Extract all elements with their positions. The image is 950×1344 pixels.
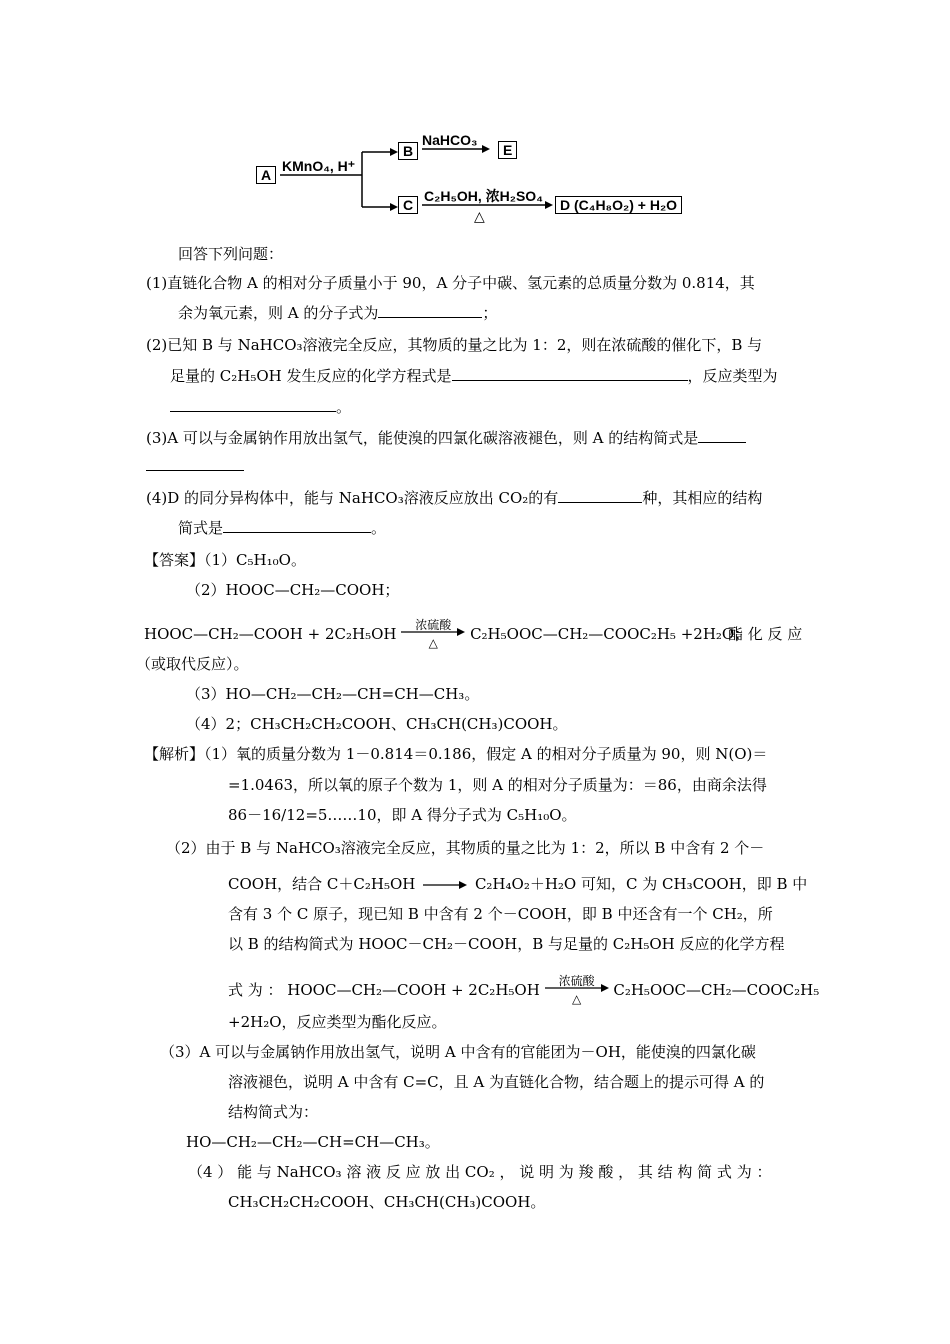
answer-line2: （2）HOOC—CH₂—COOH； [186,581,400,599]
analysis-p4-line2: CH₃CH₂CH₂COOH、CH₃CH(CH₃)COOH。 [228,1193,546,1211]
q4-line1: (4)D 的同分异构体中，能与 NaHCO₃溶液反应放出 CO₂的有 种，其相应的结构 [146,489,763,507]
analysis-p3-line2: 溶液褪色，说明 A 中含有 C=C，且 A 为直链化合物，结合题上的提示可得 A 的 [228,1073,765,1091]
q1-blank[interactable] [378,303,482,318]
q4-count-blank[interactable] [558,488,642,503]
compound-a-box: A [256,166,276,184]
analysis-p3-line1: （3）A 可以与金属钠作用放出氢气，说明 A 中含有的官能团为－OH，能使溴的四氯化碳 [160,1043,756,1061]
analysis-p1-line3: 86－16/12=5……10，即 A 得分子式为 C₅H₁₀O。 [228,806,577,824]
reagent-kmno4: KMnO₄, H⁺ [282,158,356,174]
answer-line4: （4）2；CH₃CH₂CH₂COOH、CH₃CH(CH₃)COOH。 [186,715,568,733]
analysis-label: 【解析】 [144,745,205,763]
analysis-p2-line1: （2）由于 B 与 NaHCO₃溶液完全反应，其物质的量之比为 1：2，所以 B 中含有 2 个－ [166,839,765,857]
q2-line3: 。 [170,397,351,417]
intro-text: 回答下列问题： [178,245,284,263]
analysis-p2-line3: 含有 3 个 C 原子，现已知 B 中含有 2 个－COOH，即 B 中还含有一个 CH₂，所 [228,905,773,923]
analysis-p1-line1: 【解析】（1）氧的质量分数为 1－0.814＝0.186，假定 A 的相对分子质量为 90，则 N(O)＝ [144,745,768,763]
analysis-p2-line6: +2H₂O，反应类型为酯化反应。 [228,1013,447,1031]
analysis-p3-line3: 结构简式为： [228,1103,319,1121]
reagent-nahco3: NaHCO₃ [422,132,478,148]
answer-line3: （3）HO—CH₂—CH₂—CH=CH—CH₃。 [186,685,480,703]
heat-symbol: △ [474,208,485,224]
analysis-p2-line4: 以 B 的结构简式为 HOOC－CH₂－COOH，B 与足量的 C₂H₅OH 反应的化学方程 [228,935,785,953]
answer-eq-type2: （或取代反应）。 [136,655,249,673]
q2-equation-blank[interactable] [452,366,688,381]
analysis-p3-line4: HO—CH₂—CH₂—CH=CH—CH₃。 [186,1133,440,1151]
answer-eq-type: 酯 化 反 应 [728,625,803,643]
compound-c-box: C [398,196,418,214]
q2-line1: (2)已知 B 与 NaHCO₃溶液完全反应，其物质的量之比为 1：2，则在浓硫酸的催化下，B 与 [146,336,763,354]
q3-blank-a[interactable] [698,428,746,443]
reaction-arrow: 浓硫酸 △ [401,625,465,645]
reaction-arrow: 浓硫酸 △ [545,981,609,1001]
q2-type-blank[interactable] [170,397,336,412]
analysis-p4-line1: （4 ） 能 与 NaHCO₃ 溶 液 反 应 放 出 CO₂ ， 说 明 为 羧 酸 ， 其 结 构 简 式 为 ： [188,1163,772,1181]
q4-structure-blank[interactable] [223,518,371,533]
q3-line1: (3)A 可以与金属钠作用放出氢气，能使溴的四氯化碳溶液褪色，则 A 的结构简式是 [146,428,746,448]
answer-label: 【答案】 [144,551,205,569]
analysis-p2-line5: 式 为 ： HOOC—CH₂—COOH + 2C₂H₅OH 浓硫酸 △ C₂H₅OOC—CH₂—COOC₂H₅ [228,974,820,1006]
compound-b-box: B [398,142,418,160]
q1-line2: 余为氧元素，则 A 的分子式为 ； [178,304,498,322]
q1-line1: (1)直链化合物 A 的相对分子质量小于 90，A 分子中碳、氢元素的总质量分数为 0.814，其 [146,274,755,292]
answer-equation: HOOC—CH₂—COOH + 2C₂H₅OH 浓硫酸 △ C₂H₅OOC—CH₂—COOC₂H₅ +2H₂O； [144,618,750,650]
simple-arrow [423,880,467,890]
product-d-box: D (C₄H₈O₂) + H₂O [555,196,682,214]
q4-line2: 简式是 。 [178,519,387,537]
reagent-ethanol: C₂H₅OH, 浓H₂SO₄ [424,188,543,204]
answer-line1: 【答案】（1）C₅H₁₀O。 [144,551,306,569]
q3-blank-b[interactable] [146,456,244,471]
reaction-scheme [250,130,710,225]
analysis-p2-line2: COOH，结合 C＋C₂H₅OH C₂H₄O₂＋H₂O 可知，C 为 CH₃COOH，即 B 中 [228,875,808,893]
q2-line2: 足量的 C₂H₅OH 发生反应的化学方程式是 ，反应类型为 [170,367,778,385]
compound-e-box: E [498,141,517,159]
q3-line2 [146,456,244,476]
analysis-p1-line2: =1.0463，所以氧的原子个数为 1，则 A 的相对分子质量为：＝86，由商余法得 [228,776,767,794]
